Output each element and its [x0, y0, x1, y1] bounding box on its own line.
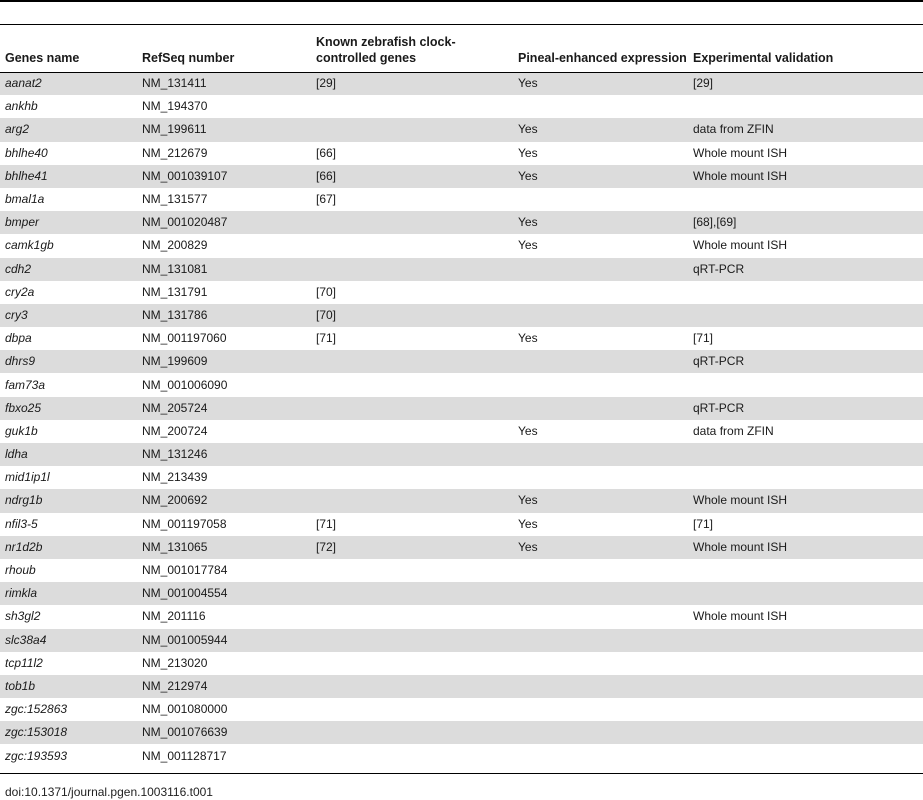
table-row	[0, 142, 923, 165]
refseq-cell: NM_001039107	[137, 165, 311, 188]
validation-cell: Whole mount ISH	[693, 145, 788, 160]
validation-cell: data from ZFIN	[693, 423, 774, 438]
gene-name-cell: zgc:153018	[0, 721, 137, 744]
refseq-cell: NM_131577	[142, 192, 208, 207]
validation-cell: Whole mount ISH	[688, 165, 923, 188]
refseq-cell: NM_131791	[142, 284, 208, 299]
validation-cell	[688, 466, 923, 489]
gene-name-cell: arg2	[0, 118, 137, 141]
validation-cell: Whole mount ISH	[688, 489, 923, 512]
validation-cell	[688, 373, 923, 396]
validation-cell	[688, 582, 923, 605]
pineal-expression-cell	[513, 721, 688, 744]
pineal-expression-cell: Yes	[518, 516, 538, 531]
table-row	[0, 327, 923, 350]
validation-cell: [71]	[693, 331, 714, 346]
table-body	[0, 72, 923, 768]
validation-cell	[688, 95, 923, 118]
table-row	[0, 466, 923, 489]
gene-name-cell: dbpa	[5, 331, 32, 346]
refseq-cell: NM_001006090	[142, 377, 228, 392]
pineal-expression-cell	[513, 397, 688, 420]
table-row	[0, 675, 923, 698]
header-pineal-enhanced: Pineal-enhanced expression	[518, 51, 687, 65]
table-row	[0, 443, 923, 466]
validation-cell: [29]	[688, 72, 923, 95]
clock-controlled-cell	[311, 605, 513, 628]
refseq-cell: NM_201116	[142, 609, 206, 624]
pineal-expression-cell	[513, 281, 688, 304]
pineal-expression-cell: Yes	[513, 72, 688, 95]
pineal-expression-cell: Yes	[513, 118, 688, 141]
pineal-expression-cell: Yes	[513, 211, 688, 234]
pineal-expression-cell	[513, 652, 688, 675]
gene-name-cell: cdh2	[0, 258, 137, 281]
clock-controlled-cell: [67]	[316, 192, 337, 207]
pineal-expression-cell	[513, 629, 688, 652]
gene-name-cell: dhrs9	[0, 350, 137, 373]
table-row	[0, 281, 923, 304]
clock-controlled-cell	[311, 675, 513, 698]
table-row	[0, 304, 923, 327]
pineal-expression-cell	[513, 605, 688, 628]
table-row	[0, 721, 923, 744]
pineal-expression-cell	[513, 443, 688, 466]
pineal-expression-cell	[513, 373, 688, 396]
clock-controlled-cell	[311, 559, 513, 582]
clock-controlled-cell	[311, 373, 513, 396]
clock-controlled-cell	[311, 258, 513, 281]
clock-controlled-cell	[311, 211, 513, 234]
validation-cell	[688, 304, 923, 327]
refseq-cell: NM_200724	[142, 423, 208, 438]
clock-controlled-cell	[311, 420, 513, 443]
pineal-expression-cell	[513, 559, 688, 582]
refseq-cell: NM_200692	[137, 489, 311, 512]
refseq-cell: NM_001128717	[142, 748, 227, 763]
refseq-cell: NM_199609	[137, 350, 311, 373]
clock-controlled-cell	[311, 698, 513, 721]
validation-cell: data from ZFIN	[688, 118, 923, 141]
validation-cell	[688, 443, 923, 466]
clock-controlled-cell: [71]	[316, 331, 337, 346]
pineal-expression-cell: Yes	[513, 489, 688, 512]
table-row	[0, 397, 923, 420]
clock-controlled-cell: [66]	[316, 145, 337, 160]
refseq-cell: NM_199611	[137, 118, 311, 141]
pineal-expression-cell	[513, 304, 688, 327]
gene-name-cell: cry3	[0, 304, 137, 327]
table-row	[0, 234, 923, 257]
pineal-expression-cell	[513, 582, 688, 605]
table-row	[0, 373, 923, 396]
gene-name-cell: zgc:193593	[5, 748, 68, 763]
validation-cell	[688, 675, 923, 698]
gene-name-cell: cry2a	[5, 284, 35, 299]
gene-name-cell: rimkla	[0, 582, 137, 605]
gene-name-cell: ndrg1b	[0, 489, 137, 512]
gene-name-cell: fam73a	[5, 377, 46, 392]
refseq-cell: NM_001020487	[137, 211, 311, 234]
validation-cell: qRT-PCR	[688, 350, 923, 373]
clock-controlled-cell: [72]	[311, 536, 513, 559]
clock-controlled-cell	[311, 652, 513, 675]
clock-controlled-cell: [66]	[311, 165, 513, 188]
clock-controlled-cell	[311, 582, 513, 605]
validation-cell: Whole mount ISH	[693, 238, 788, 253]
table-header	[0, 26, 923, 72]
table-row	[0, 72, 923, 95]
gene-name-cell: sh3gl2	[5, 609, 41, 624]
table-row	[0, 188, 923, 211]
refseq-cell: NM_131065	[137, 536, 311, 559]
pineal-expression-cell	[513, 698, 688, 721]
pineal-expression-cell	[513, 744, 688, 767]
table-row	[0, 350, 923, 373]
refseq-cell: NM_001004554	[137, 582, 311, 605]
validation-cell: qRT-PCR	[688, 397, 923, 420]
validation-cell: qRT-PCR	[688, 258, 923, 281]
validation-cell	[688, 721, 923, 744]
clock-controlled-cell: [70]	[316, 284, 337, 299]
gene-name-cell: bmper	[0, 211, 137, 234]
gene-name-cell: tob1b	[0, 675, 137, 698]
refseq-cell: NM_131246	[137, 443, 311, 466]
gene-name-cell: slc38a4	[0, 629, 137, 652]
gene-name-cell: bmal1a	[5, 192, 45, 207]
table-row	[0, 420, 923, 443]
pineal-expression-cell: Yes	[518, 423, 538, 438]
refseq-cell: NM_001197058	[142, 516, 227, 531]
pineal-expression-cell	[513, 466, 688, 489]
table-row	[0, 211, 923, 234]
validation-cell	[688, 629, 923, 652]
validation-cell	[688, 744, 923, 767]
refseq-cell: NM_001197060	[142, 331, 227, 346]
validation-cell	[688, 559, 923, 582]
table-row	[0, 605, 923, 628]
refseq-cell: NM_213439	[142, 470, 208, 485]
refseq-cell: NM_001076639	[137, 721, 311, 744]
table-row	[0, 698, 923, 721]
refseq-cell: NM_194370	[142, 99, 208, 114]
validation-cell: [71]	[693, 516, 714, 531]
refseq-cell: NM_212974	[137, 675, 311, 698]
validation-cell: Whole mount ISH	[688, 536, 923, 559]
header-bottom-rule	[0, 72, 923, 73]
validation-cell: Whole mount ISH	[693, 609, 788, 624]
table-row	[0, 536, 923, 559]
refseq-cell: NM_131786	[137, 304, 311, 327]
clock-controlled-cell	[311, 350, 513, 373]
gene-name-cell: fbxo25	[0, 397, 137, 420]
table-row	[0, 652, 923, 675]
gene-name-cell: camk1gb	[5, 238, 54, 253]
table-row	[0, 559, 923, 582]
header-top-rule	[0, 24, 923, 25]
refseq-cell: NM_131411	[137, 72, 311, 95]
clock-controlled-cell	[311, 466, 513, 489]
pineal-expression-cell: Yes	[513, 165, 688, 188]
top-rule	[0, 0, 923, 2]
header-row	[0, 26, 923, 72]
gene-table	[0, 26, 923, 768]
clock-controlled-cell	[311, 234, 513, 257]
table-row	[0, 582, 923, 605]
pineal-expression-cell: Yes	[513, 536, 688, 559]
refseq-cell: NM_001005944	[137, 629, 311, 652]
clock-controlled-cell	[311, 629, 513, 652]
pineal-expression-cell	[513, 188, 688, 211]
validation-cell	[688, 652, 923, 675]
refseq-cell: NM_205724	[137, 397, 311, 420]
pineal-expression-cell: Yes	[518, 238, 538, 253]
table-row	[0, 118, 923, 141]
clock-controlled-cell	[311, 489, 513, 512]
table-row	[0, 258, 923, 281]
validation-cell: [68],[69]	[688, 211, 923, 234]
clock-controlled-cell	[311, 443, 513, 466]
gene-name-cell: ankhb	[5, 99, 38, 114]
gene-name-cell: bhlhe41	[0, 165, 137, 188]
table-row	[0, 513, 923, 536]
bottom-rule	[0, 773, 923, 774]
pineal-expression-cell	[513, 95, 688, 118]
header-refseq-number: RefSeq number	[142, 51, 235, 65]
table-row	[0, 165, 923, 188]
validation-cell	[688, 698, 923, 721]
doi-caption: doi:10.1371/journal.pgen.1003116.t001	[5, 785, 213, 799]
header-experimental-validation: Experimental validation	[693, 51, 834, 65]
refseq-cell: NM_200829	[142, 238, 208, 253]
table-row	[0, 629, 923, 652]
validation-cell	[688, 188, 923, 211]
clock-controlled-cell	[311, 95, 513, 118]
gene-name-cell: bhlhe40	[5, 145, 48, 160]
gene-name-cell: guk1b	[5, 423, 38, 438]
refseq-cell: NM_213020	[142, 655, 208, 670]
validation-cell	[688, 281, 923, 304]
table-row	[0, 489, 923, 512]
gene-name-cell: tcp11l2	[5, 655, 43, 670]
gene-name-cell: nr1d2b	[0, 536, 137, 559]
pineal-expression-cell: Yes	[518, 145, 538, 160]
header-clock-controlled: Known zebrafish clock-controlled genes	[316, 35, 456, 65]
clock-controlled-cell: [29]	[311, 72, 513, 95]
table-row	[0, 95, 923, 118]
gene-name-cell: rhoub	[5, 563, 36, 578]
pineal-expression-cell: Yes	[518, 331, 538, 346]
gene-name-cell: aanat2	[0, 72, 137, 95]
refseq-cell: NM_001017784	[142, 563, 228, 578]
gene-name-cell: mid1ip1l	[5, 470, 50, 485]
clock-controlled-cell	[311, 397, 513, 420]
clock-controlled-cell: [71]	[316, 516, 337, 531]
pineal-expression-cell	[513, 350, 688, 373]
refseq-cell: NM_212679	[142, 145, 208, 160]
refseq-cell: NM_131081	[137, 258, 311, 281]
gene-name-cell: ldha	[0, 443, 137, 466]
table-row	[0, 744, 923, 767]
gene-name-cell: zgc:152863	[5, 702, 68, 717]
header-genes-name: Genes name	[5, 51, 80, 65]
refseq-cell: NM_001080000	[142, 702, 228, 717]
clock-controlled-cell	[311, 721, 513, 744]
clock-controlled-cell: [70]	[311, 304, 513, 327]
gene-name-cell: nfil3-5	[5, 516, 38, 531]
pineal-expression-cell	[513, 258, 688, 281]
clock-controlled-cell	[311, 118, 513, 141]
pineal-expression-cell	[513, 675, 688, 698]
clock-controlled-cell	[311, 744, 513, 767]
